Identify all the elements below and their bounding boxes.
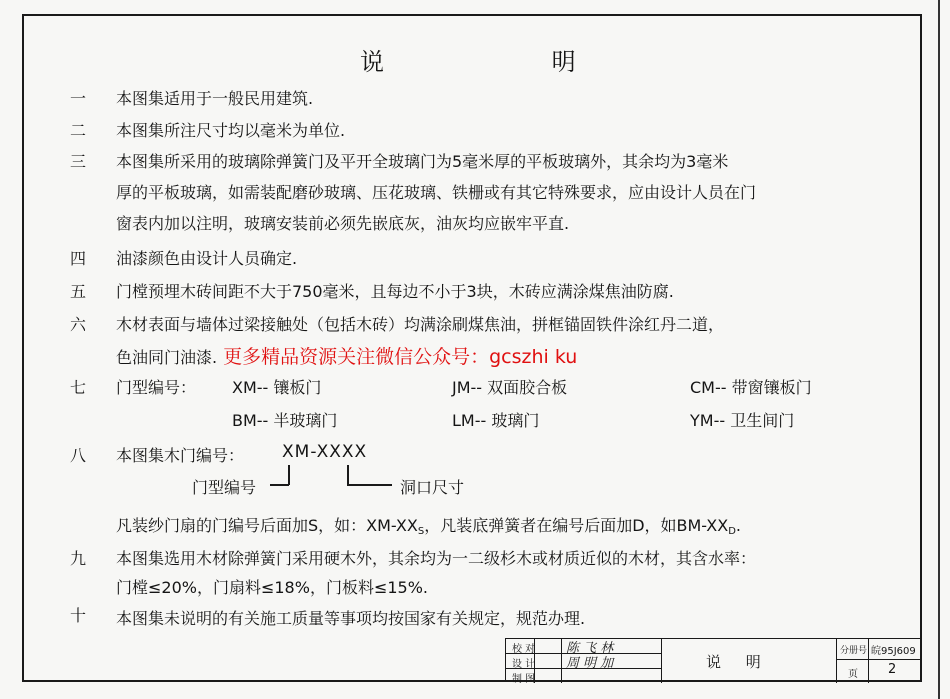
rule-text-end: .: [735, 516, 741, 535]
rule-text-b: ，凡装底弹簧者在编号后面加D，如BM-XX: [424, 516, 729, 535]
door-code: CM-- 带窗镶板门: [690, 378, 812, 397]
watermark-text: 更多精品资源关注微信公众号：gcszhi ku: [223, 346, 578, 368]
door-types-label: 门型编号：: [116, 378, 197, 397]
item-number: 三: [70, 152, 87, 171]
drafter-label: 制 图: [512, 674, 536, 685]
door-type-note: 门型编号: [192, 478, 257, 497]
item-number: 五: [70, 282, 87, 301]
designer-label: 设 计: [512, 659, 536, 670]
door-code: XM-- 镶板门: [232, 378, 322, 397]
door-code: BM-- 半玻璃门: [232, 411, 338, 430]
page-number: 2: [888, 662, 897, 677]
checker-label: 校 对: [512, 644, 536, 655]
designer-signature: 周 明 加: [566, 656, 614, 671]
page-label: 页: [848, 669, 858, 680]
item-text: 门樘≤20%，门扇料≤18%，门板料≤15%.: [116, 578, 428, 597]
item-text: 窗表内加以注明，玻璃安装前必须先嵌底灰，油灰均应嵌牢平直.: [116, 214, 570, 233]
item-text: 厚的平板玻璃，如需装配磨砂玻璃、压花玻璃、铁栅或有其它特殊要求，应由设计人员在门: [116, 183, 757, 202]
item-text-with-watermark: [116, 342, 577, 369]
checker-signature: 陈 飞 林: [566, 641, 614, 656]
item-text: 本图集所注尺寸均以毫米为单位.: [116, 121, 346, 140]
bracket-line-right: [347, 465, 349, 485]
item-text: 本图集未说明的有关施工质量等事项均按国家有关规定，规范办理.: [116, 609, 586, 628]
atlas-number: 皖95J609: [871, 646, 916, 657]
door-code: YM-- 卫生间门: [690, 411, 795, 430]
item-text: 门樘预埋木砖间距不大于750毫米，且每边不小于3块，木砖应满涂煤焦油防腐.: [116, 282, 674, 301]
item-number: 二: [70, 121, 87, 140]
opening-size-note: 洞口尺寸: [400, 478, 465, 497]
item-number: 四: [70, 249, 87, 268]
sheet-title: 说 明: [706, 653, 771, 671]
scan-edge-line: [938, 0, 940, 699]
door-code: JM-- 双面胶合板: [452, 378, 568, 397]
numbering-label: 本图集木门编号：: [116, 446, 245, 465]
atlas-label: 分册号: [840, 646, 868, 656]
item-number: 七: [70, 378, 87, 397]
item-text: 木材表面与墙体过梁接触处（包括木砖）均满涂刷煤焦油，拼框锚固铁件涂红丹二道，: [116, 315, 725, 334]
bracket-line-right-h: [347, 484, 392, 486]
item-number: 一: [70, 89, 87, 108]
subscript-s: S: [417, 526, 425, 537]
bracket-line-left: [288, 465, 290, 485]
item-text: 本图集适用于一般民用建筑.: [116, 89, 314, 108]
rule-text-a: 凡装纱门扇的门编号后面加S，如：XM-XX: [116, 516, 418, 535]
item-text: 本图集选用木材除弹簧门采用硬木外，其余均为一二级杉木或材质近似的木材，其含水率：: [116, 549, 757, 568]
subscript-d: D: [728, 526, 736, 537]
item-text: 色油同门油漆.: [116, 348, 218, 367]
title-block: [505, 638, 920, 685]
page-title: 说 明: [360, 48, 656, 76]
item-number: 八: [70, 446, 87, 465]
item-text: 油漆颜色由设计人员确定.: [116, 249, 298, 268]
door-code: LM-- 玻璃门: [452, 411, 540, 430]
item-text: 本图集所采用的玻璃除弹簧门及平开全玻璃门为5毫米厚的平板玻璃外，其余均为3毫米: [116, 152, 729, 171]
item-number: 六: [70, 315, 87, 334]
numbering-pattern: XM-XXXX: [282, 442, 368, 462]
numbering-rule: [116, 513, 741, 537]
item-number: 十: [70, 606, 87, 625]
item-number: 九: [70, 549, 87, 568]
bracket-line-left-h: [270, 484, 289, 486]
